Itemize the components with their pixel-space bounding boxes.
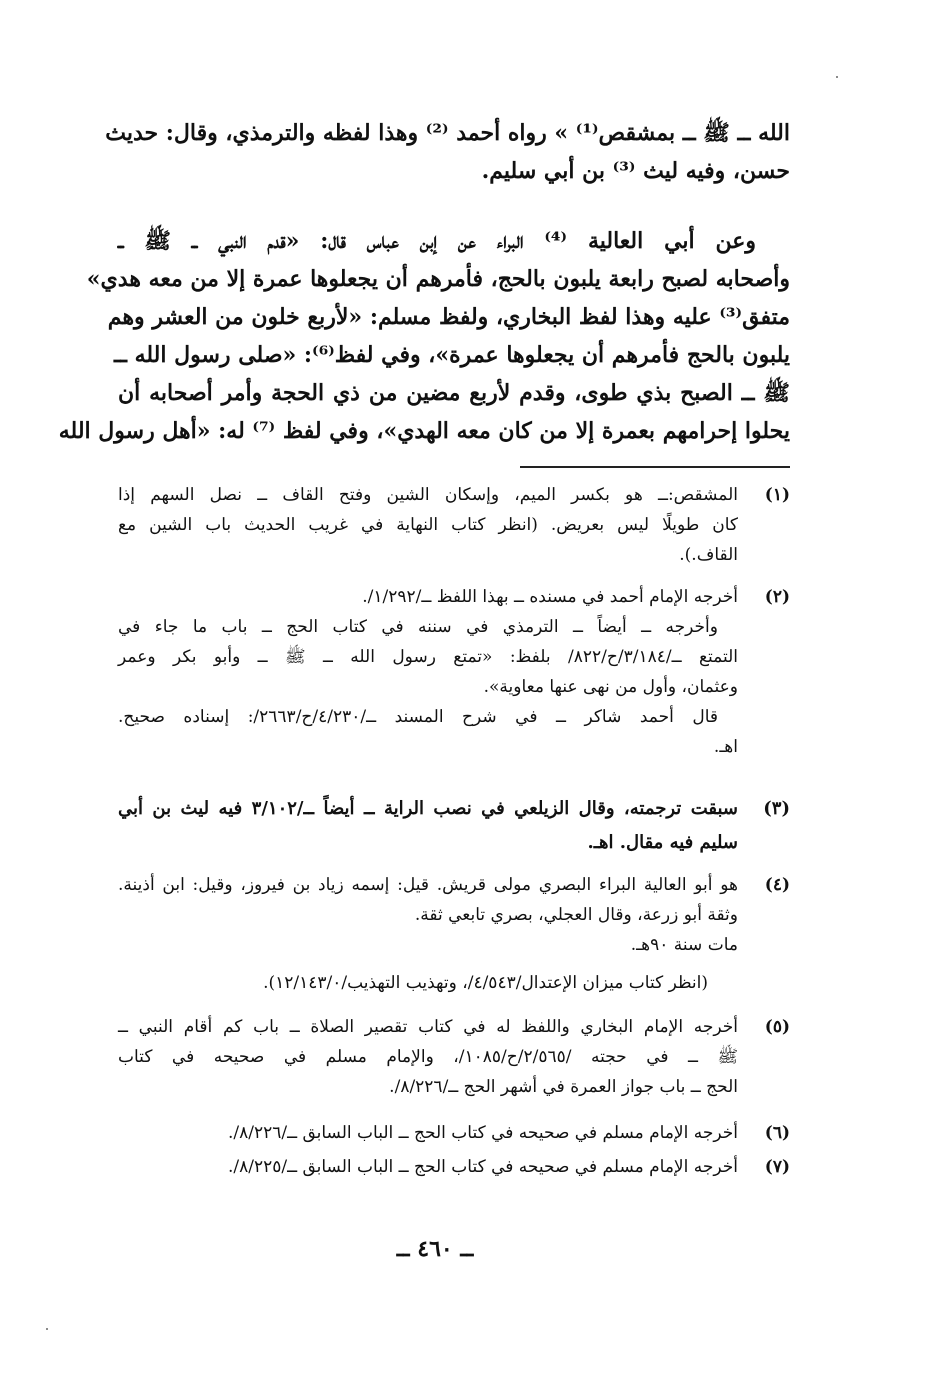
footnote-number: (١) [764,485,790,505]
footnote-line: وأخرجه ــ أيضاً ــ الترمذي في سننه في كتاب الحج ــ باب ما جاء في [118,617,718,637]
page-number: ــ ٤٦٠ ــ [396,1236,474,1262]
footnote-number: (٤) [764,875,790,895]
text-line: ﷺ ــ الصبح بذي طوى، وقدم لأربع مضين من ذي الحجة وأمر أصحابه أن [118,380,790,406]
footnote-line: أخرجه الإمام البخاري واللفظ له في كتاب تقصير الصلاة ــ باب كم أقام النبي ــ [118,1017,738,1037]
footnote-line: المشقص:ــ هو بكسر الميم، وإسكان الشين وفتح القاف ــ نصل السهم إذا [118,485,738,505]
text-line: وعن أبي العالية ⁽⁴⁾ البراء عن إبن عباس قال: «قدم النبي ــ ﷺ ــ [118,228,757,254]
footnote-line: أخرجه الإمام مسلم في صحيحه في كتاب الحج ــ الباب السابق ــ/٨/٢٢٥/. [227,1157,738,1177]
footnote-line: أخرجه الإمام مسلم في صحيحه في كتاب الحج ــ الباب السابق ــ/٨/٢٢٦/. [227,1123,738,1143]
footnote-number: (٢) [764,587,790,607]
footnote-5 [118,1012,790,1102]
footnote-line: (انظر كتاب ميزان الإعتدال/٤/٥٤٣/، وتهذيب التهذيب/١٢/١٤٣/٠). [263,973,708,993]
footnote-line: قال أحمد شاكر ــ في شرح المسند ــ/٤/٢٣٠/ح/٢٦٦٣/: إسناده صحيح. [118,707,719,727]
footnote-number: (٥) [764,1017,790,1037]
footnote-number: (٣) [763,798,790,819]
footnote-7 [118,1152,790,1182]
footnote-divider [520,466,790,468]
footnote-line: الحج ــ باب جواز العمرة في أشهر الحج ــ/٨/٢٢٦/. [389,1077,738,1097]
footnote-line: سليم فيه مقال. اهـ. [587,832,738,853]
footnote-line: هو أبو العالية البراء البصري مولى قريش. قيل: إسمه زياد بن فيروز، وقيل: ابن أذينة. [118,875,738,895]
footnote-number: (٦) [764,1123,790,1143]
text-line: متفق⁽³⁾ عليه وهذا لفظ البخاري، ولفظ مسلم: «لأربع خلون من العشر وهم [107,304,790,330]
footnote-line: القاف.). [679,545,738,565]
footnote-4 [118,870,790,998]
footnote-line: اهـ. [713,737,738,757]
text-line: حسن، وفيه ليث ⁽³⁾ بن أبي سليم. [481,158,790,184]
footnote-line: وثقة أبو زرعة، وقال العجلي، بصري تابعي ثقة. [414,905,738,925]
text-line: يلبون بالحج فأمرهم أن يجعلوها عمرة»، وفي لفظ⁽⁶⁾: «صلى رسول الله ــ [114,342,790,368]
text-line: يحلوا إحرامهم بعمرة إلا من كان معه الهدي»، وفي لفظ ⁽⁷⁾ له: «أهل رسول الله [58,418,790,444]
footnote-line: وعثمان، وأول من نهى عنها معاوية». [483,677,738,697]
scan-speck [46,1328,48,1330]
text-line: الله ــ ﷺ ــ بمشقص⁽¹⁾ » رواه أحمد ⁽²⁾ وهذا لفظه والترمذي، وقال: حديث [105,120,790,146]
footnote-line: التمتع ــ/٣/١٨٤/ح/٨٢٢/ بلفظ: «تمتع رسول الله ــ ﷺ ــ وأبو بكر وعمر [118,647,738,667]
scan-speck [836,76,838,78]
footnote-line: ﷺ ــ في حجته /٢/٥٦٥/ح/١٠٨٥/، والإمام مسلم في صحيحه في كتاب [118,1047,738,1067]
footnote-line: سبقت ترجمته، وقال الزيلعي في نصب الراية ــ أيضاً ــ/٣/١٠٢ فيه ليث بن أبي [118,798,738,819]
footnote-line: كان طويلًا ليس بعريض. (انظر كتاب النهاية في غريب الحديث باب الشين مع [118,515,738,535]
footnote-line: مات سنة ٩٠هـ. [630,935,738,955]
footnote-number: (٧) [764,1157,790,1177]
footnote-1 [118,480,790,570]
main-paragraph-1 [105,114,790,190]
main-paragraph-2 [58,222,790,450]
footnote-6 [118,1118,790,1148]
text-line: وأصحابه لصبح رابعة يلبون بالحج، فأمرهم أن يجعلوها عمرة إلا من معه هدي» [86,266,790,292]
footnote-line: أخرجه الإمام أحمد في مسنده ــ بهذا اللفظ ــ/١/٢٩٢/. [362,587,738,607]
footnote-3 [118,792,790,860]
footnote-2 [118,582,790,762]
